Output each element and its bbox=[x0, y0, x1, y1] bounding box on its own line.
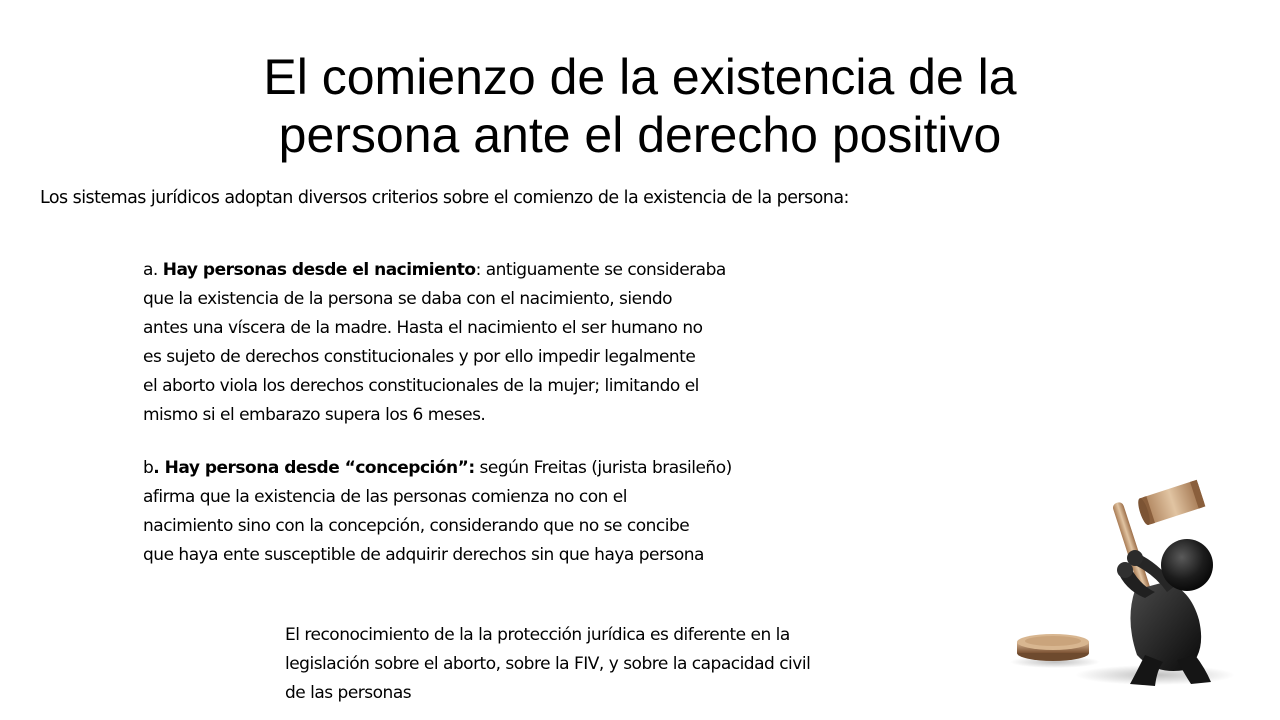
paragraph-birth-criterion bbox=[143, 256, 843, 430]
gavel-figure-icon bbox=[985, 470, 1245, 700]
para-b-line-1 bbox=[143, 454, 843, 483]
para-b-line: afirma que la existencia de las personas comienza no con el bbox=[143, 487, 627, 507]
para-c-line: de las personas bbox=[285, 683, 412, 703]
para-c-line: legislación sobre el aborto, sobre la FIV, y sobre la capacidad civil bbox=[285, 654, 811, 674]
para-a-line: antes una víscera de la madre. Hasta el nacimiento el ser humano no bbox=[143, 318, 703, 338]
para-a-line: el aborto viola los derechos constitucionales de la mujer; limitando el bbox=[143, 376, 699, 396]
title-line-2: persona ante el derecho positivo bbox=[278, 107, 1002, 163]
paragraph-conception-criterion bbox=[143, 454, 843, 570]
para-a-line: es sujeto de derechos constitucionales y por ello impedir legalmente bbox=[143, 347, 696, 367]
paragraph-conclusion bbox=[285, 621, 925, 708]
slide-title bbox=[100, 48, 1180, 164]
para-a-heading: Hay personas desde el nacimiento bbox=[162, 260, 476, 280]
para-a-line-1-rest: : antiguamente se consideraba bbox=[475, 260, 726, 280]
intro-text: Los sistemas jurídicos adoptan diversos criterios sobre el comienzo de la existencia de la persona: bbox=[40, 188, 849, 208]
para-b-line: nacimiento sino con la concepción, considerando que no se concibe bbox=[143, 516, 690, 536]
para-b-heading: . Hay persona desde “concepción”: bbox=[153, 458, 475, 478]
para-a-prefix: a. bbox=[143, 260, 163, 280]
para-b-prefix: b bbox=[143, 458, 154, 478]
title-line-1: El comienzo de la existencia de la bbox=[263, 49, 1017, 105]
para-a-line-1 bbox=[143, 256, 843, 285]
para-a-line: mismo si el embarazo supera los 6 meses. bbox=[143, 405, 486, 425]
para-c-line: El reconocimiento de la la protección jurídica es diferente en la bbox=[285, 625, 790, 645]
para-a-line: que la existencia de la persona se daba con el nacimiento, siendo bbox=[143, 289, 673, 309]
para-b-line: que haya ente susceptible de adquirir derechos sin que haya persona bbox=[143, 545, 704, 565]
para-b-line-1-rest: según Freitas (jurista brasileño) bbox=[474, 458, 732, 478]
